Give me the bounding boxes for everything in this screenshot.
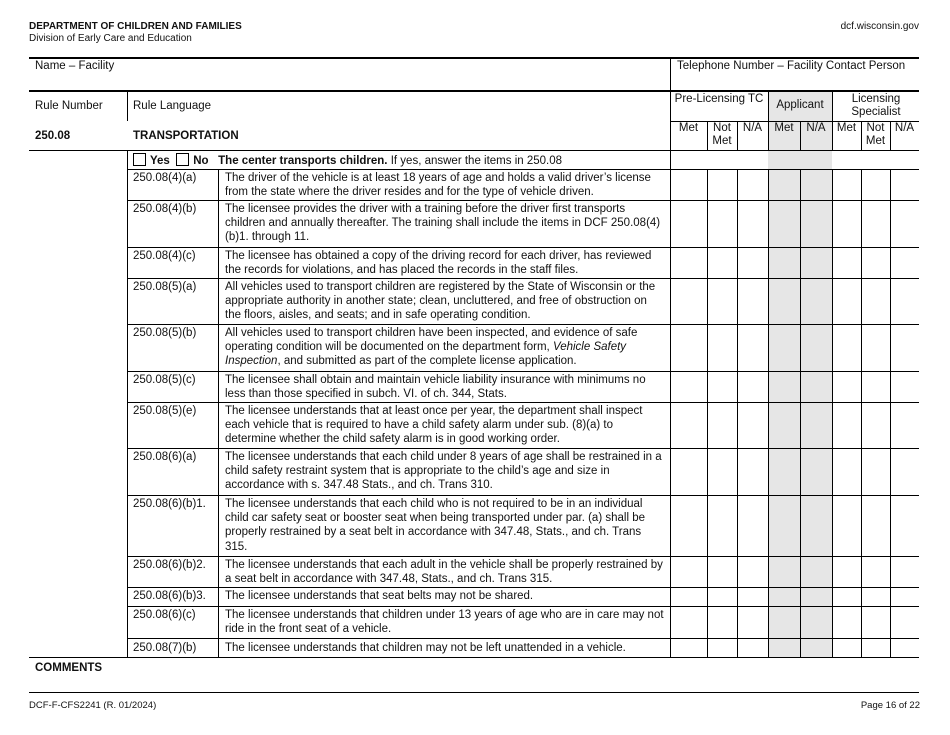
telephone-field[interactable]: Telephone Number – Facility Contact Person	[677, 60, 906, 72]
rule-text: The licensee understands that children under 13 years of age who are in care may not ride in the front seat of a vehicle.	[225, 609, 664, 636]
yes-checkbox[interactable]	[133, 153, 146, 166]
division-name: Division of Early Care and Education	[29, 33, 192, 44]
department-name: DEPARTMENT OF CHILDREN AND FAMILIES	[29, 21, 242, 32]
rule-text: The licensee has obtained a copy of the driving record for each driver, has reviewed the records for violations, and has placed the records in the staff files.	[225, 250, 652, 277]
rule-code: 250.08(6)(b)3.	[133, 590, 206, 602]
na-header: N/A	[742, 122, 763, 134]
column-divider	[737, 169, 738, 657]
rule-code: 250.08(4)(b)	[133, 203, 197, 215]
column-divider	[832, 169, 833, 657]
footer-divider	[29, 692, 919, 693]
rule-text	[225, 326, 665, 369]
na-header: N/A	[894, 122, 915, 134]
column-divider	[861, 169, 862, 657]
rule-text: The licensee understands that at least once per year, the department shall inspect each vehicle that is required to have a child safety alarm under sub. (8)(a) to determine whether the child safety alarm is in good working order.	[225, 405, 643, 446]
rule-code: 250.08(6)(a)	[133, 451, 197, 463]
divider	[29, 150, 919, 151]
not-met-header: Not Met	[712, 122, 732, 147]
column-divider	[127, 90, 128, 121]
no-label: No	[193, 155, 209, 167]
rule-language-header: Rule Language	[133, 100, 212, 112]
question-rest: If yes, answer the items in 250.08	[387, 155, 563, 167]
rule-text-part: , and submitted as part of the complete license application.	[277, 355, 577, 368]
column-divider	[890, 169, 891, 657]
column-divider	[832, 90, 833, 150]
rule-code: 250.08(5)(c)	[133, 374, 196, 386]
rule-code: 250.08(6)(b)1.	[133, 498, 206, 510]
column-divider	[768, 169, 769, 657]
transport-question	[133, 153, 562, 168]
section-number: 250.08	[35, 130, 71, 142]
rule-code: 250.08(7)(b)	[133, 642, 197, 654]
name-facility-field[interactable]: Name – Facility	[35, 60, 115, 72]
met-header: Met	[836, 122, 857, 134]
question-bold: The center transports children.	[218, 155, 388, 167]
rule-text: The driver of the vehicle is at least 18 years of age and holds a valid driver’s license from the state where the driver resides and for the type of vehicle driven.	[225, 172, 651, 199]
applicant-header: Applicant	[776, 99, 824, 111]
rule-code: 250.08(4)(a)	[133, 172, 197, 184]
form-number: DCF-F-CFS2241 (R. 01/2024)	[29, 700, 157, 711]
rule-text: The licensee understands that each adult in the vehicle shall be properly restrained by a seat belt in accordance with 347.48, Stats., and ch. Trans 315.	[225, 559, 663, 586]
website-link[interactable]: dcf.wisconsin.gov	[840, 21, 919, 32]
column-divider	[127, 150, 128, 657]
rule-text: The licensee provides the driver with a training before the driver first transports children and annually thereafter. The training shall include the items in DCF 250.08(4)(b)1. through 11.	[225, 203, 661, 244]
rule-code: 250.08(5)(b)	[133, 327, 197, 339]
met-header: Met	[678, 122, 699, 134]
form-name: Vehicle Safety Inspection	[225, 341, 627, 368]
column-divider	[218, 169, 219, 657]
column-divider	[707, 169, 708, 657]
pre-licensing-header: Pre-Licensing TC	[674, 93, 764, 105]
licensing-specialist-header: Licensing Specialist	[851, 93, 901, 118]
column-divider	[800, 169, 801, 657]
rule-text: The licensee shall obtain and maintain vehicle liability insurance with minimums no less than those specified in subch. VI. of ch. 344, Stats.	[225, 374, 646, 401]
rule-code: 250.08(6)(b)2.	[133, 559, 206, 571]
comments-label: COMMENTS	[35, 662, 103, 674]
rule-text: The licensee understands that each child who is not required to be in an individual child car safety seat or booster seat when being transported under par. (a) shall be properly restrained by a seat belt in accordance with 347.48, Stats., and ch. Trans 315.	[225, 498, 645, 553]
page-number: Page 16 of 22	[860, 700, 920, 711]
divider	[29, 657, 919, 658]
rule-text-part: All vehicles used to transport children have been inspected, and evidence of safe operating condition will be documented on the department form,	[225, 327, 638, 354]
na-header: N/A	[806, 122, 826, 134]
divider	[29, 90, 919, 92]
section-title: TRANSPORTATION	[133, 130, 239, 142]
rule-text: The licensee understands that children may not be left unattended in a vehicle.	[225, 642, 626, 654]
rule-text: The licensee understands that seat belts may not be shared.	[225, 590, 534, 602]
column-divider	[670, 57, 671, 657]
rule-number-header: Rule Number	[35, 100, 103, 112]
rule-code: 250.08(6)(c)	[133, 609, 196, 621]
rule-code: 250.08(5)(e)	[133, 405, 197, 417]
no-checkbox[interactable]	[176, 153, 189, 166]
rule-code: 250.08(5)(a)	[133, 281, 197, 293]
rule-text: The licensee understands that each child under 8 years of age shall be restrained in a child safety restraint system that is appropriate to the child’s age and size in accordance with s. 347.48 Stats., and ch. Trans 310.	[225, 451, 662, 492]
not-met-header: Not Met	[865, 122, 886, 147]
rule-text: All vehicles used to transport children are registered by the State of Wisconsin or the appropriate authority in another state; clean, uncluttered, and free of obstruction on the floors, aisles, and seats; and in safe operating condition.	[225, 281, 656, 322]
rule-code: 250.08(4)(c)	[133, 250, 196, 262]
met-header: Met	[774, 122, 794, 134]
yes-label: Yes	[150, 155, 170, 167]
